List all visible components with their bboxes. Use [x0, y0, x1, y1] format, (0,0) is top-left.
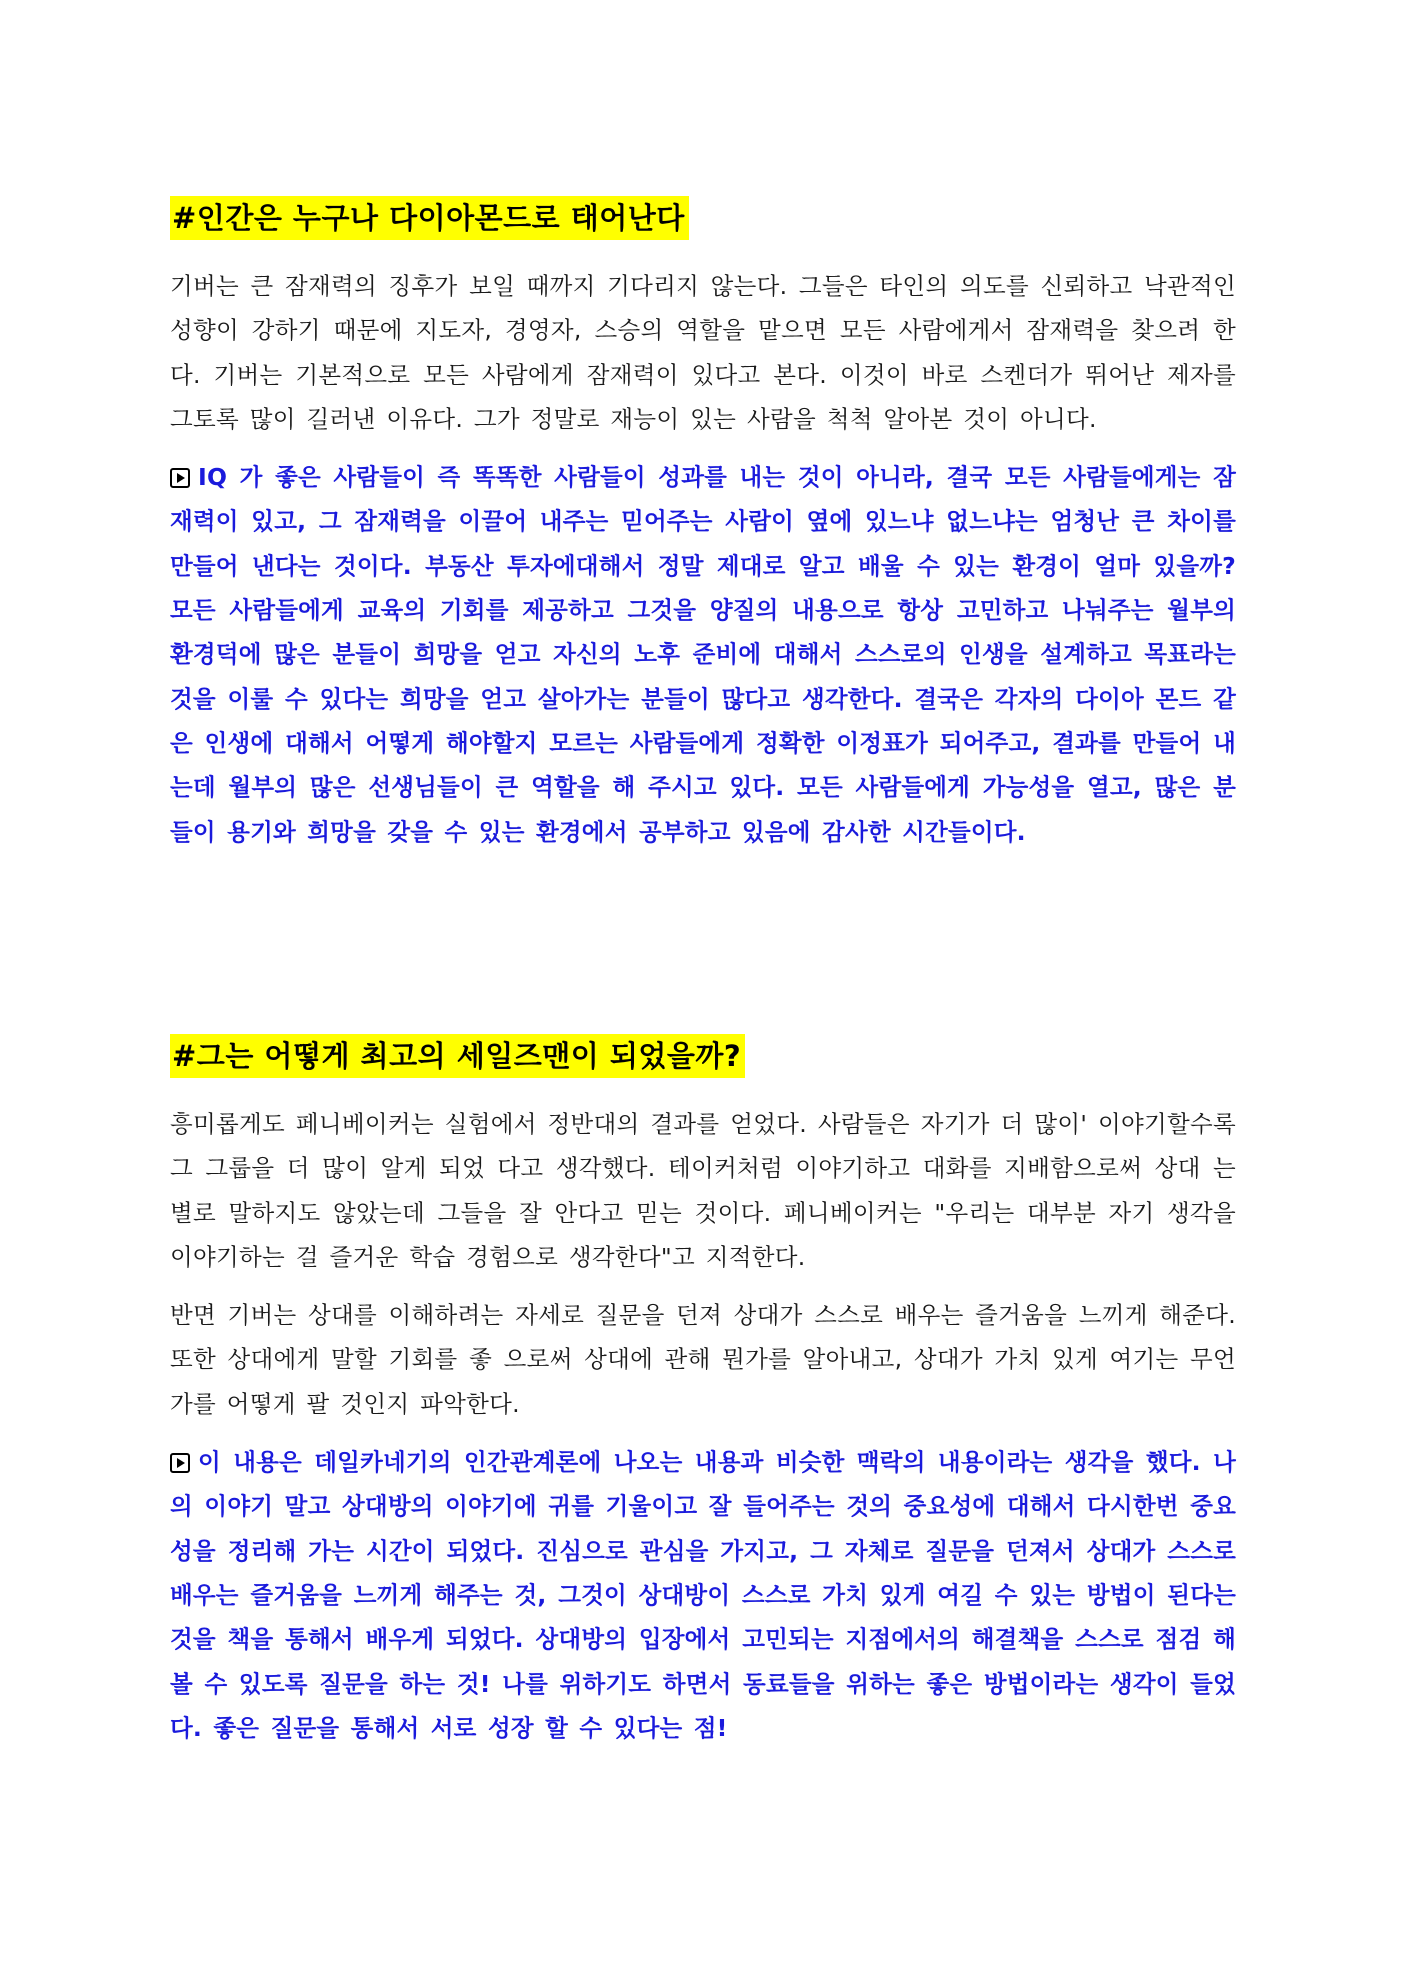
section-heading-salesman: #그는 어떻게 최고의 세일즈맨이 되었을까?	[170, 1034, 745, 1078]
quote-paragraph-pennebaker: 흥미롭게도 페니베이커는 실험에서 정반대의 결과를 얻었다. 사람들은 자기가 더 많이' 이야기할수록 그 그룹을 더 많이 알게 되었 다고 생각했다. 테이커처럼 이야기하고 대화를 지배함으로써 상대 는 별로 말하지도 않았는데 그들을 잘 안다고 믿는 것이다. 페니베이커는 "우리는 대부분 자기 생각을 이야기하는 걸 즐거운 학습 경험으로 생각한다"고 지적한다.	[170, 1110, 1236, 1271]
reflection-comment-2	[170, 1440, 1236, 1750]
reflection-text-2: 이 내용은 데일카네기의 인간관계론에 나오는 내용과 비슷한 맥락의 내용이라는 생각을 했다. 나의 이야기 말고 상대방의 이야기에 귀를 기울이고 잘 들어주는 것의 중요성에 대해서 다시한번 중요성을 정리해 가는 시간이 되었다. 진심으로 관심을 가지고, 그 자체로 질문을 던져서 상대가 스스로 배우는 즐거움을 느끼게 해주는 것, 그것이 상대방이 스스로 가치 있게 여길 수 있는 방법이 된다는 것을 책을 통해서 배우게 되었다. 상대방의 입장에서 고민되는 지점에서의 해결책을 스스로 점검 해 볼 수 있도록 질문을 하는 것! 나를 위하기도 하면서 동료들을 위하는 좋은 방법이라는 생각이 들었다. 좋은 질문을 통해서 서로 성장 할 수 있다는 점!	[170, 1448, 1236, 1742]
reflection-comment-1	[170, 455, 1236, 854]
section-salesman	[170, 1034, 1236, 1750]
play-button-icon	[170, 468, 190, 488]
quote-paragraph-giver-questions: 반면 기버는 상대를 이해하려는 자세로 질문을 던져 상대가 스스로 배우는 즐거움을 느끼게 해준다. 또한 상대에게 말할 기회를 좋 으로써 상대에 관해 뭔가를 알아내고, 상대가 가치 있게 여기는 무언가를 어떻게 팔 것인지 파악한다.	[170, 1301, 1236, 1418]
reflection-text-1: IQ 가 좋은 사람들이 즉 똑똑한 사람들이 성과를 내는 것이 아니라, 결국 모든 사람들에게는 잠재력이 있고, 그 잠재력을 이끌어 내주는 믿어주는 사람이 옆에 있느냐 없느냐는 엄청난 큰 차이를 만들어 낸다는 것이다. 부동산 투자에대해서 정말 제대로 알고 배울 수 있는 환경이 얼마 있을까? 모든 사람들에게 교육의 기회를 제공하고 그것을 양질의 내용으로 항상 고민하고 나눠주는 월부의 환경덕에 많은 분들이 희망을 얻고 자신의 노후 준비에 대해서 스스로의 인생을 설계하고 목표라는 것을 이룰 수 있다는 희망을 얻고 살아가는 분들이 많다고 생각한다. 결국은 각자의 다이아 몬드 같은 인생에 대해서 어떻게 해야할지 모르는 사람들에게 정확한 이정표가 되어주고, 결과를 만들어 내는데 월부의 많은 선생님들이 큰 역할을 해 주시고 있다. 모든 사람들에게 가능성을 열고, 많은 분들이 용기와 희망을 갖을 수 있는 환경에서 공부하고 있음에 감사한 시간들이다.	[170, 463, 1236, 846]
section-diamond	[170, 196, 1236, 854]
play-button-icon	[170, 1453, 190, 1473]
quote-paragraph-giver-potential: 기버는 큰 잠재력의 징후가 보일 때까지 기다리지 않는다. 그들은 타인의 의도를 신뢰하고 낙관적인 성향이 강하기 때문에 지도자, 경영자, 스승의 역할을 맡으면 모든 사람에게서 잠재력을 찾으려 한다. 기버는 기본적으로 모든 사람에게 잠재력이 있다고 본다. 이것이 바로 스켄더가 뛰어난 제자를 그토록 많이 길러낸 이유다. 그가 정말로 재능이 있는 사람을 척척 알아본 것이 아니다.	[170, 272, 1236, 433]
section-heading-diamond: #인간은 누구나 다이아몬드로 태어난다	[170, 196, 689, 240]
document-page	[170, 196, 1236, 1742]
